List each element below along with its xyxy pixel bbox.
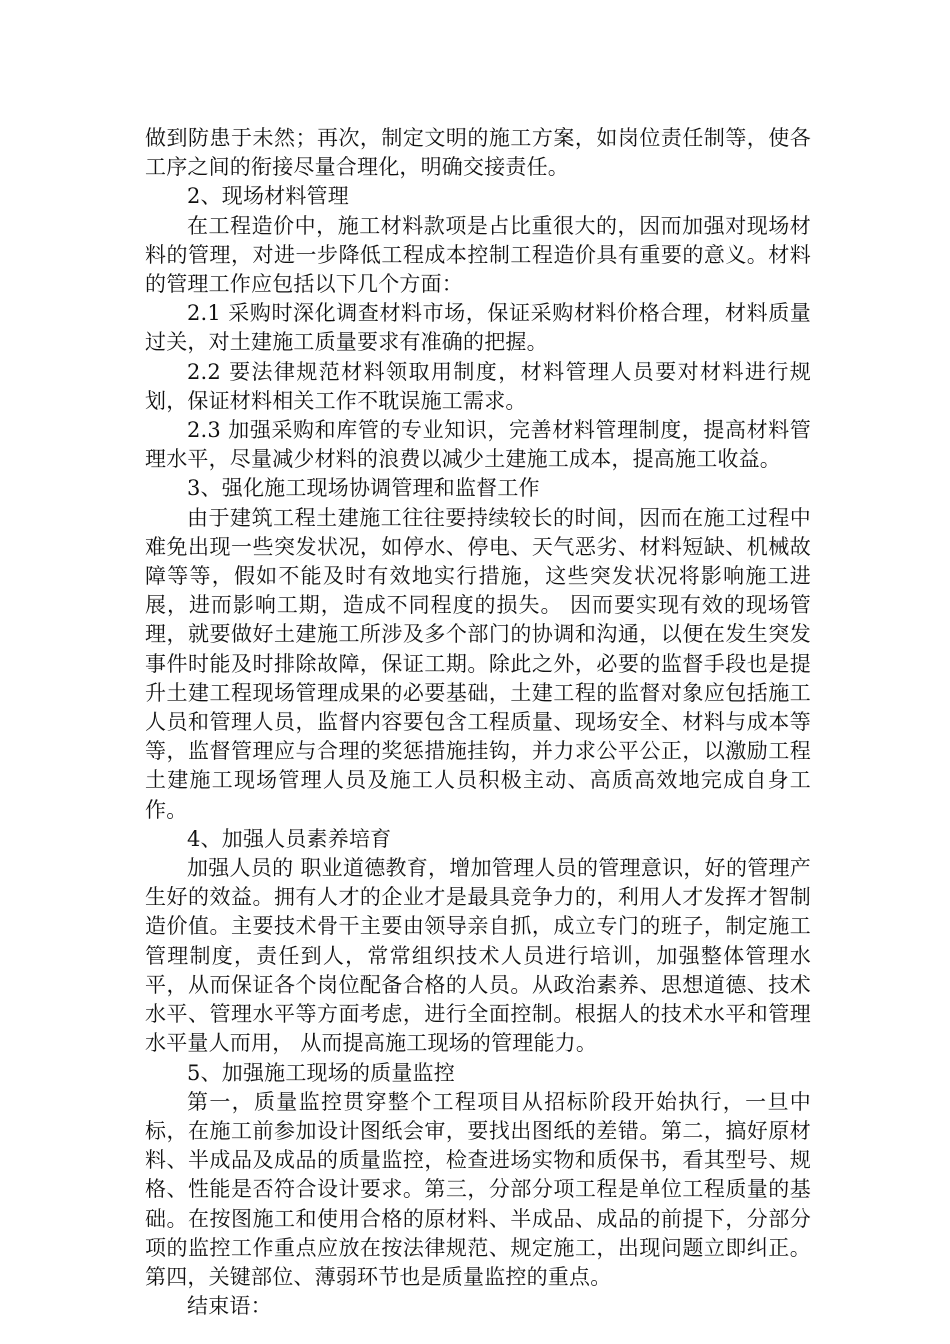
paragraph-materials-intro: 在工程造价中，施工材料款项是占比重很大的，因而加强对现场材料的管理，对进一步降低工程成本控制工程造价具有重要的意义。材料的管理工作应包括以下几个方面： xyxy=(145,213,811,297)
section-heading-quality: 5、加强施工现场的质量监控 xyxy=(187,1060,455,1085)
paragraph-coordination: 由于建筑工程土建施工往往要持续较长的时间，因而在施工过程中难免出现一些突发状况，如停水、停电、天气恶劣、材料短缺、机械故障等等，假如不能及时有效地实行措施，这些突发状况将影响施工进展，进而影响工期，造成不同程度的损失。 因而要实现有效的现场管理，就要做好土建施工所涉及多个部门的协调和沟通，以便在发生突发事件时能及时排除故障，保证工期。除此之外，必要的监督手段也是提升土建工程现场管理成果的必要基础，土建工程的监督对象应包括施工人员和管理人员，监督内容要包含工程质量、现场安全、材料与成本等等，监督管理应与合理的奖惩措施挂钩，并力求公平公正，以激励工程土建施工现场管理人员及施工人员积极主动、高质高效地完成自身工作。 xyxy=(145,505,811,822)
paragraph-item-2-2: 2.2 要法律规范材料领取用制度，材料管理人员要对材料进行规划，保证材料相关工作不耽误施工需求。 xyxy=(145,359,811,413)
section-heading-conclusion: 结束语： xyxy=(187,1294,272,1319)
paragraph-item-2-1: 2.1 采购时深化调查材料市场，保证采购材料价格合理，材料质量过关，对土建施工质量要求有准确的把握。 xyxy=(145,301,811,355)
paragraph-continued: 做到防患于未然；再次，制定文明的施工方案，如岗位责任制等，使各工序之间的衔接尽量合理化，明确交接责任。 xyxy=(145,126,811,180)
section-heading-personnel: 4、加强人员素养培育 xyxy=(187,826,392,851)
section-heading-coordination: 3、强化施工现场协调管理和监督工作 xyxy=(187,476,540,501)
paragraph-personnel: 加强人员的 职业道德教育，增加管理人员的管理意识，好的管理产生好的效益。拥有人才的企业才是最具竞争力的，利用人才发挥才智制造价值。主要技术骨干主要由领导亲自抓，成立专门的班子，制定施工管理制度，责任到人，常常组织技术人员进行培训，加强整体管理水平，从而保证各个岗位配备合格的人员。从政治素养、思想道德、技术水平、管理水平等方面考虑，进行全面控制。根据人的技术水平和管理水平量人而用， 从而提高施工现场的管理能力。 xyxy=(145,856,811,1056)
section-heading-materials: 2、现场材料管理 xyxy=(187,184,349,209)
paragraph-quality: 第一，质量监控贯穿整个工程项目从招标阶段开始执行，一旦中标，在施工前参加设计图纸会审，要找出图纸的差错。第二，搞好原材料、半成品及成品的质量监控，检查进场实物和质保书，看其型号、规格、性能是否符合设计要求。第三，分部分项工程是单位工程质量的基础。在按图施工和使用合格的原材料、半成品、成品的前提下，分部分项的监控工作重点应放在按法律规范、规定施工，出现问题立即纠正。第四，关键部位、薄弱环节也是质量监控的重点。 xyxy=(145,1089,811,1289)
paragraph-item-2-3: 2.3 加强采购和库管的专业知识，完善材料管理制度，提高材料管理水平，尽量减少材料的浪费以减少土建施工成本，提高施工收益。 xyxy=(145,418,811,472)
document-page xyxy=(145,124,811,1321)
